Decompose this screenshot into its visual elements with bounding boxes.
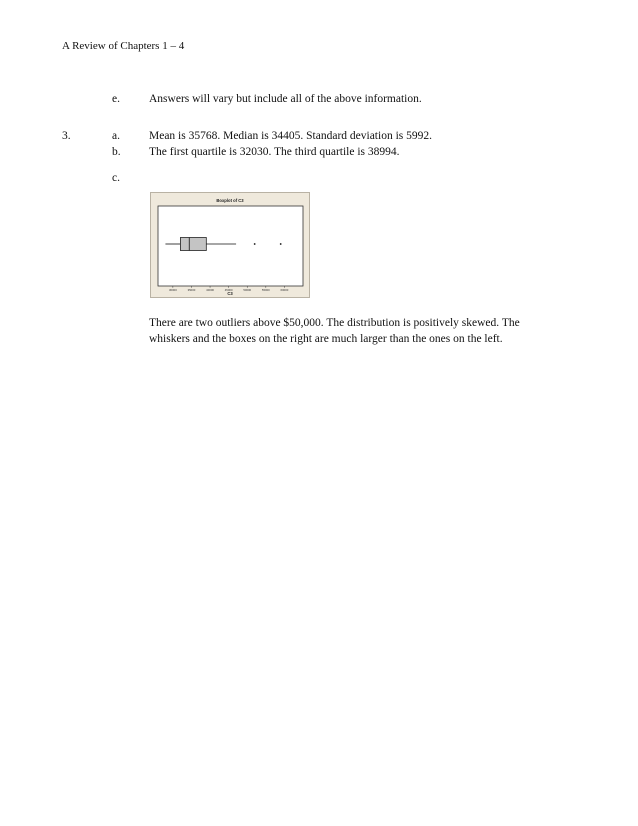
x-tick-label: 30000 bbox=[168, 287, 177, 292]
x-axis-label: C3 bbox=[227, 291, 233, 296]
outlier-point bbox=[280, 243, 282, 245]
boxplot-svg bbox=[150, 192, 310, 298]
conclusion-text: There are two outliers above $50,000. The distribution is positively skewed. The whiskers and the boxes on the right are much larger than the ones on the left. bbox=[149, 317, 520, 345]
x-tick-label: 40000 bbox=[206, 287, 214, 292]
page-header: A Review of Chapters 1 – 4 bbox=[62, 40, 185, 52]
item-e-text: Answers will vary but include all of the above information. bbox=[149, 93, 422, 105]
x-tick-label: 55000 bbox=[261, 287, 270, 292]
x-tick-label: 35000 bbox=[187, 287, 196, 292]
outlier-point bbox=[254, 243, 256, 245]
item-a-label: a. bbox=[112, 130, 120, 142]
plot-area bbox=[158, 206, 303, 286]
item-c-label: c. bbox=[112, 172, 120, 184]
item-b-label: b. bbox=[112, 146, 121, 158]
question-3-number: 3. bbox=[62, 130, 71, 142]
iqr-box bbox=[180, 238, 206, 251]
item-e-label: e. bbox=[112, 93, 120, 105]
boxplot-figure bbox=[150, 192, 310, 298]
x-tick-label: 50000 bbox=[243, 287, 252, 292]
x-tick-label: 45000 bbox=[224, 287, 233, 292]
x-tick-label: 60000 bbox=[280, 287, 289, 292]
chart-title: Boxplot of C3 bbox=[216, 198, 244, 203]
item-a-text: Mean is 35768. Median is 34405. Standard deviation is 5992. bbox=[149, 130, 432, 142]
item-b-text: The first quartile is 32030. The third quartile is 38994. bbox=[149, 146, 400, 158]
